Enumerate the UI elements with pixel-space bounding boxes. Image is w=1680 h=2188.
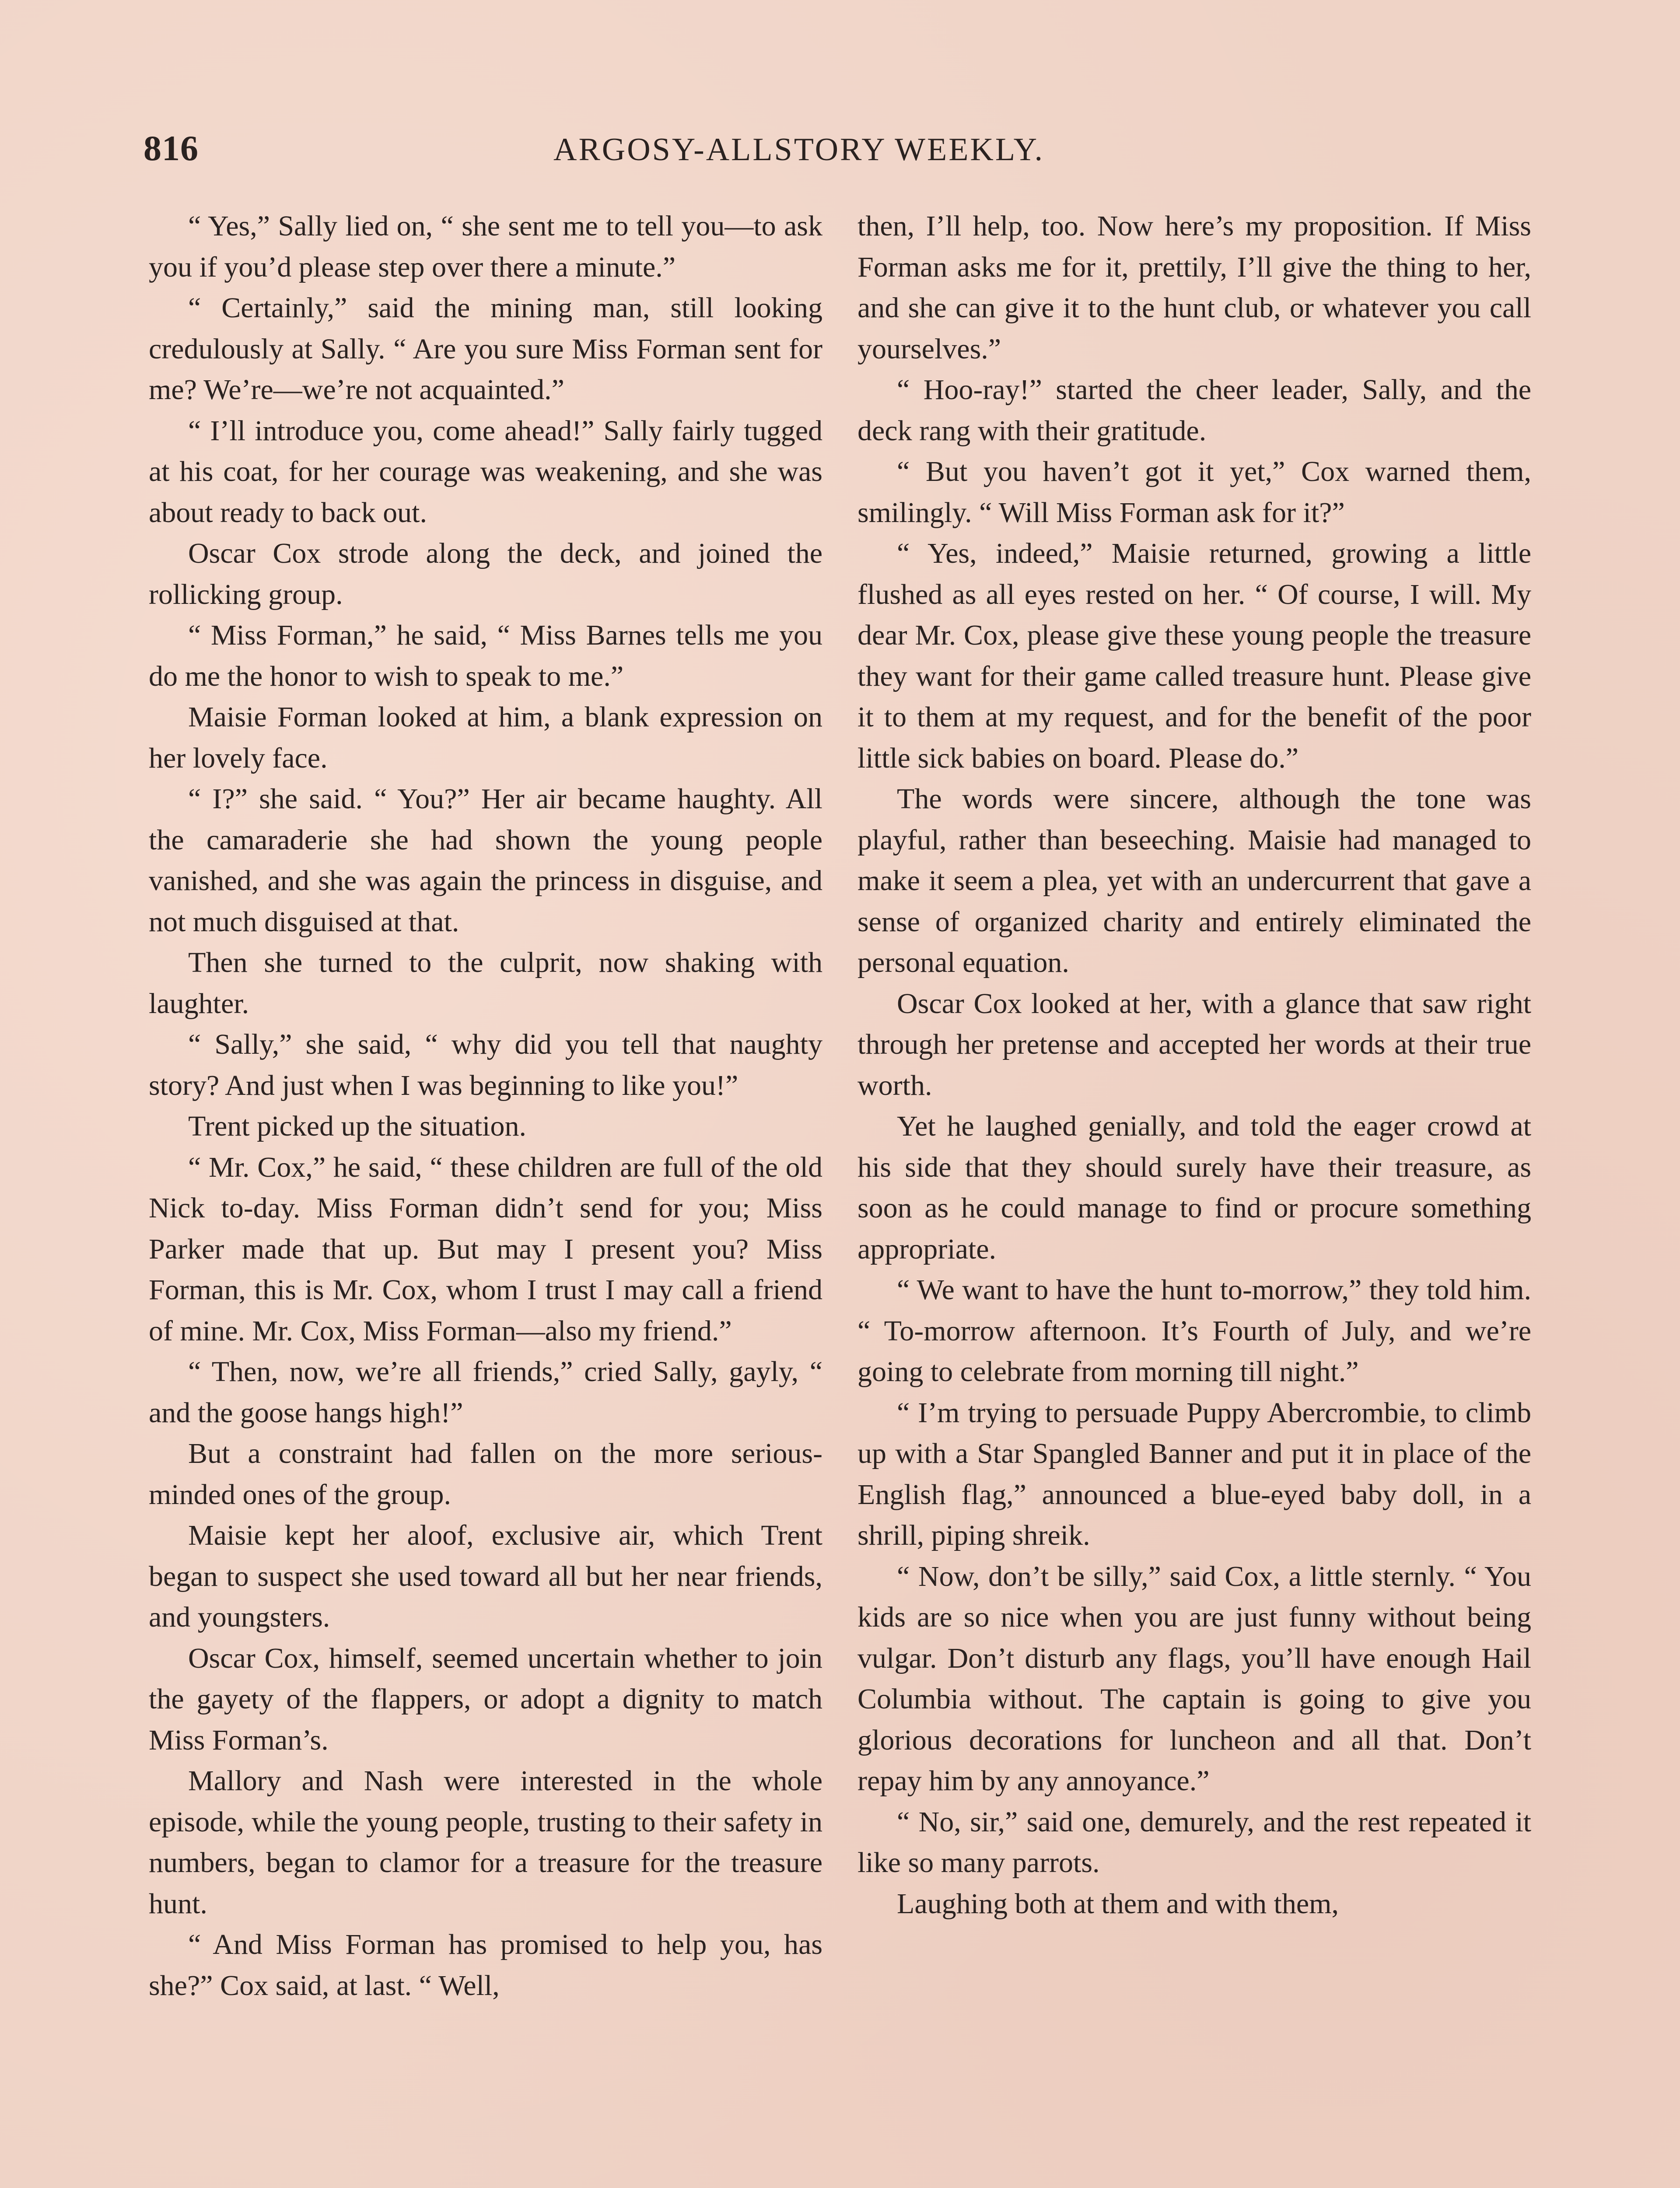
paragraph: “ Sally,” she said, “ why did you tell that naughty story? And just when I was beginning to like you!” — [149, 1028, 822, 1101]
paragraph: “ Yes, indeed,” Maisie returned, growing a little flushed as all eyes rested on her. “ Of course, I will. My dear Mr. Cox, please give these young people the treasure they want for their game called treasure hunt. Please give it to them at my request, and for the benefit of the poor little sick babies on board. Please do.” — [858, 537, 1531, 774]
paragraph: Yet he laughed genially, and told the eager crowd at his side that they should surely have their treasure, as soon as he could manage to find or procure something appropriate. — [858, 1110, 1531, 1265]
paragraph: “ And Miss Forman has promised to help you, has she?” Cox said, at last. “ Well, — [149, 1929, 822, 2002]
paragraph: Oscar Cox, himself, seemed uncertain whether to join the gayety of the flappers, or adopt a dignity to match Miss Forman’s. — [149, 1642, 822, 1756]
paragraph: Then she turned to the culprit, now shaking with laughter. — [149, 947, 822, 1020]
paragraph: “ But you haven’t got it yet,” Cox warned them, smilingly. “ Will Miss Forman ask for it?” — [858, 456, 1531, 529]
paragraph: “ Now, don’t be silly,” said Cox, a little sternly. “ You kids are so nice when you are just funny without being vulgar. Don’t disturb any flags, you’ll have enough Hail Columbia without. The captain is going to give you glorious decorations for luncheon and all that. Don’t repay him by any annoyance.” — [858, 1560, 1531, 1797]
paragraph: “ I’ll introduce you, come ahead!” Sally fairly tugged at his coat, for her courage was weakening, and she was about ready to back out. — [149, 414, 822, 529]
page-number: 816 — [144, 128, 199, 168]
paragraph: Oscar Cox looked at her, with a glance that saw right through her pretense and accepted her words at their true worth. — [858, 987, 1531, 1101]
paragraph: “ I?” she said. “ You?” Her air became haughty. All the camaraderie she had shown the young people vanished, and she was again the princess in disguise, and not much disguised at that. — [149, 783, 822, 938]
paragraph: “ Yes,” Sally lied on, “ she sent me to tell you—to ask you if you’d please step over there a minute.” — [149, 210, 822, 283]
paragraph: “ Mr. Cox,” he said, “ these children are full of the old Nick to-day. Miss Forman didn’t send for you; Miss Parker made that up. But may I present you? Miss Forman, this is Mr. Cox, whom I trust I may call a friend of mine. Mr. Cox, Miss Forman—also my friend.” — [149, 1151, 822, 1347]
paragraph: Oscar Cox strode along the deck, and joined the rollicking group. — [149, 537, 822, 610]
paragraph: The words were sincere, although the tone was playful, rather than beseeching. Maisie had managed to make it seem a plea, yet with an undercurrent that gave a sense of organized charity and entirely eliminated the personal equation. — [858, 783, 1531, 978]
paragraph: Mallory and Nash were interested in the whole episode, while the young people, trusting to their safety in numbers, began to clamor for a treasure for the treasure hunt. — [149, 1765, 822, 1920]
paragraph: Trent picked up the situation. — [188, 1110, 526, 1142]
paragraph: “ Hoo-ray!” started the cheer leader, Sally, and the deck rang with their gratitude. — [858, 374, 1531, 447]
paragraph: Maisie kept her aloof, exclusive air, which Trent began to suspect she used toward all but her near friends, and youngsters. — [149, 1519, 822, 1633]
paragraph: “ I’m trying to persuade Puppy Abercrombie, to climb up with a Star Spangled Banner and put it in place of the English flag,” announced a blue-eyed baby doll, in a shrill, piping shreik. — [858, 1396, 1531, 1551]
paragraph: “ Then, now, we’re all friends,” cried Sally, gayly, “ and the goose hangs high!” — [149, 1356, 822, 1429]
paragraph: “ No, sir,” said one, demurely, and the rest repeated it like so many parrots. — [858, 1806, 1531, 1879]
running-head: ARGOSY-ALLSTORY WEEKLY. — [553, 132, 1045, 168]
paragraph-continuation: then, I’ll help, too. Now here’s my proposition. If Miss Forman asks me for it, prettily, I’ll give the thing to her, and she can give it to the hunt club, or whatever you call yourselves.” — [858, 210, 1531, 365]
paragraph: Laughing both at them and with them, — [897, 1887, 1339, 1920]
right-column — [858, 206, 1531, 1924]
paragraph: “ Certainly,” said the mining man, still looking credulously at Sally. “ Are you sure Miss Forman sent for me? We’re—we’re not acquainted.” — [149, 292, 822, 406]
paragraph: But a constraint had fallen on the more serious-minded ones of the group. — [149, 1438, 822, 1511]
paragraph: “ We want to have the hunt to-morrow,” they told him. “ To-morrow afternoon. It’s Fourth of July, and we’re going to celebrate from morning till night.” — [858, 1274, 1531, 1388]
paragraph: Maisie Forman looked at him, a blank expression on her lovely face. — [149, 701, 822, 774]
left-column — [149, 206, 822, 2006]
paragraph: “ Miss Forman,” he said, “ Miss Barnes tells me you do me the honor to wish to speak to me.” — [149, 619, 822, 692]
